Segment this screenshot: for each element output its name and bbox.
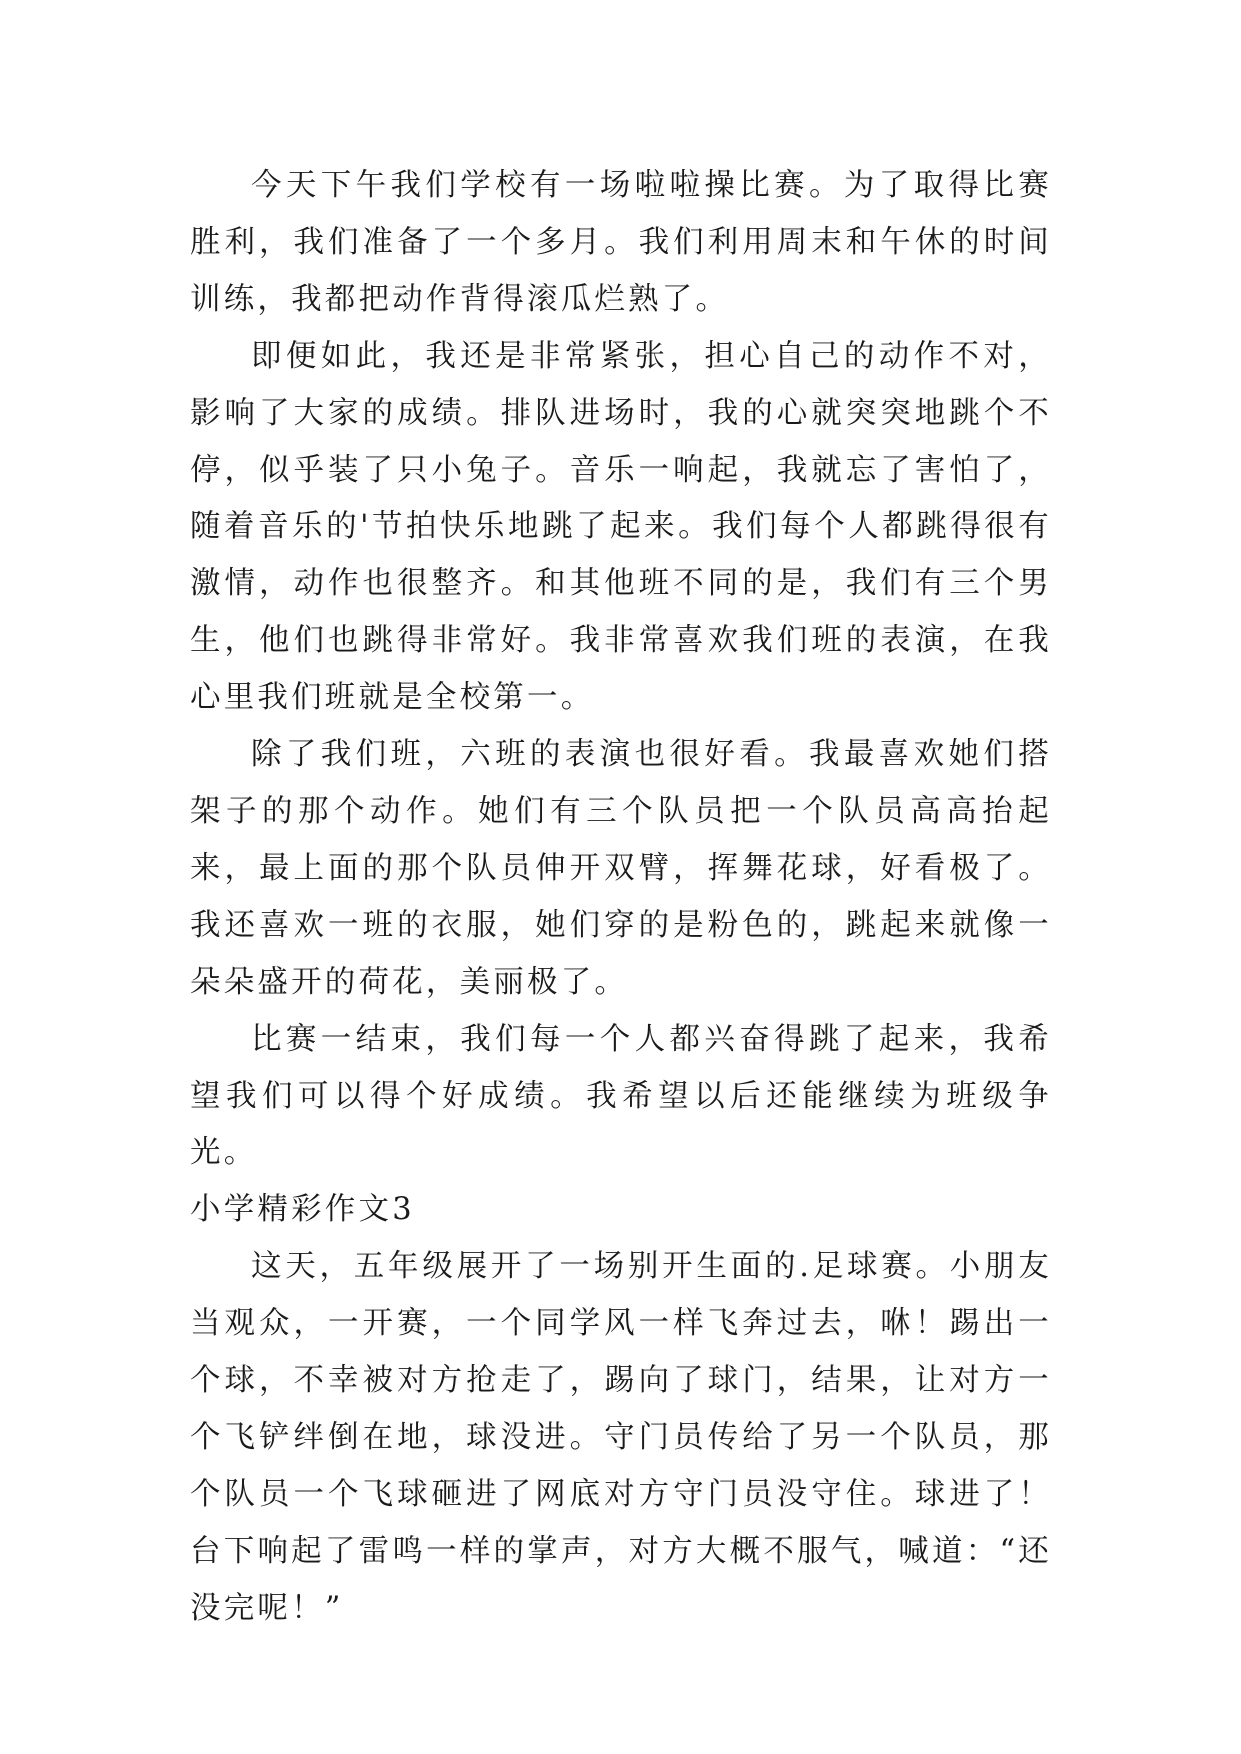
document-body bbox=[190, 158, 1052, 1638]
section-title: 小学精彩作文3 bbox=[190, 1192, 415, 1228]
paragraph-3: 除了我们班，六班的表演也很好看。我最喜欢她们搭架子的那个动作。她们有三个队员把一个队员高高抬起来，最上面的那个队员伸开双臂，挥舞花球，好看极了。我还喜欢一班的衣服，她们穿的是粉色的，跳起来就像一朵朵盛开的荷花，美丽极了。 bbox=[190, 737, 1052, 1000]
paragraph-1: 今天下午我们学校有一场啦啦操比赛。为了取得比赛胜利，我们准备了一个多月。我们利用周末和午休的时间训练，我都把动作背得滚瓜烂熟了。 bbox=[190, 168, 1052, 317]
paragraph-4: 比赛一结束，我们每一个人都兴奋得跳了起来，我希望我们可以得个好成绩。我希望以后还能继续为班级争光。 bbox=[190, 1021, 1052, 1171]
paragraph-2: 即便如此，我还是非常紧张，担心自己的动作不对，影响了大家的成绩。排队进场时，我的心就突突地跳个不停，似乎装了只小兔子。音乐一响起，我就忘了害怕了，随着音乐的'节拍快乐地跳了起来。我们每个人都跳得很有激情，动作也很整齐。和其他班不同的是，我们有三个男生，他们也跳得非常好。我非常喜欢我们班的表演，在我心里我们班就是全校第一。 bbox=[190, 338, 1052, 716]
section-paragraph-1: 这天，五年级展开了一场别开生面的.足球赛。小朋友当观众，一开赛，一个同学风一样飞奔过去，咻！踢出一个球，不幸被对方抢走了，踢向了球门，结果，让对方一个飞铲绊倒在地，球没进。守门员传给了另一个队员，那个队员一个飞球砸进了网底对方守门员没守住。球进了！台下响起了雷鸣一样的掌声，对方大概不服气，喊道：“还没完呢！” bbox=[190, 1249, 1052, 1626]
